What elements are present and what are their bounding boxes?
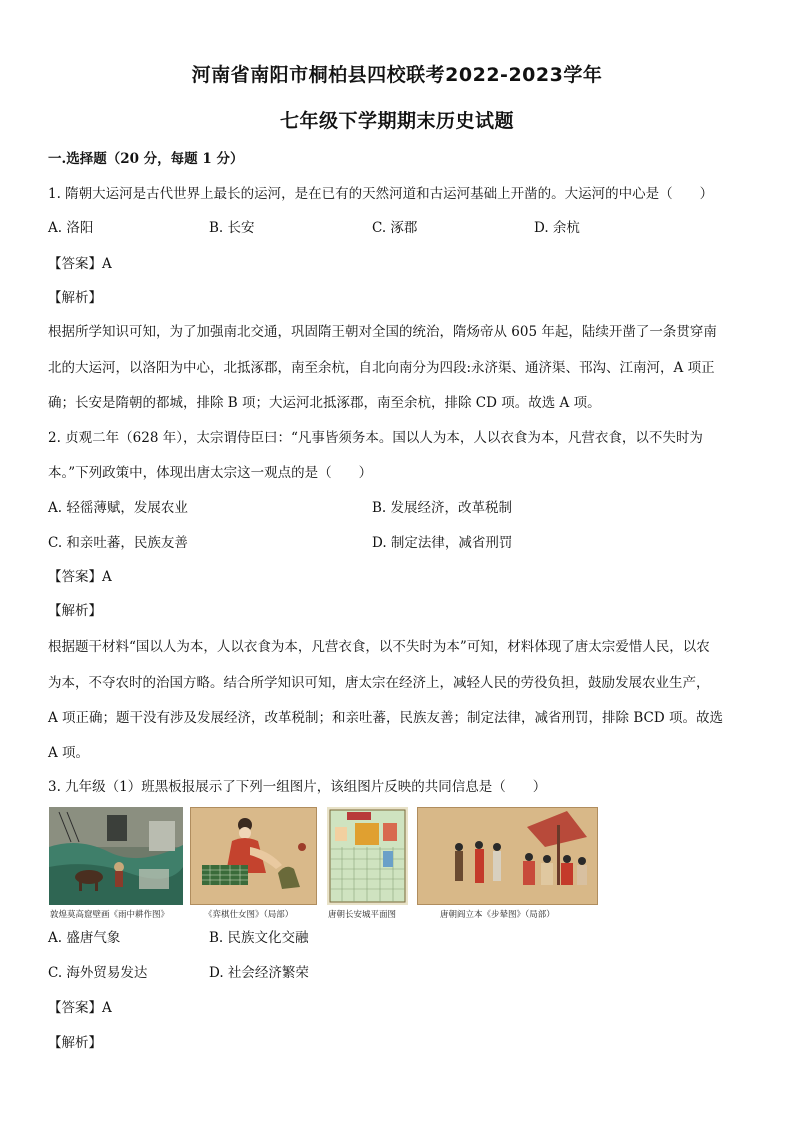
q2-option-d: D. 制定法律，减省刑罚 (372, 535, 513, 551)
changan-city-plan-image (327, 807, 408, 905)
q2-stem-line: 2. 贞观二年（628 年），太宗谓侍臣曰：“凡事皆须务本。国以人为本，人以衣食为本，凡营衣食，以不失时为 (48, 430, 703, 446)
q1-option-c: C. 涿郡 (372, 220, 418, 236)
q1-analysis-label: 【解析】 (48, 290, 102, 306)
q1-analysis-line: 北的大运河，以洛阳为中心，北抵涿郡，南至余杭，自北向南分为四段:永济渠、通济渠、邗沟、江南河，A 项正 (48, 360, 715, 376)
q1-stem: 1. 隋朝大运河是古代世界上最长的运河，是在已有的天然河道和古运河基础上开凿的。大运河的中心是（ ） (48, 186, 714, 202)
page-title-line-1: 河南省南阳市桐柏县四校联考2022-2023学年 (191, 64, 603, 86)
image-caption: 唐朝阎立本《步辇图》（局部） (440, 910, 555, 920)
q2-stem-line: 本。”下列政策中，体现出唐太宗这一观点的是（ ） (48, 465, 373, 481)
q3-option-a: A. 盛唐气象 (48, 930, 121, 946)
page-title-line-2: 七年级下学期期末历史试题 (279, 110, 514, 132)
section-heading: 一.选择题（20 分，每题 1 分） (48, 151, 244, 167)
q2-analysis-line: A 项。 (48, 745, 90, 761)
q3-analysis-label: 【解析】 (48, 1035, 102, 1051)
q2-option-b: B. 发展经济，改革税制 (372, 500, 513, 516)
q3-answer: 【答案】A (48, 1000, 112, 1016)
q3-option-c: C. 海外贸易发达 (48, 965, 148, 981)
image-caption: 唐朝长安城平面图 (328, 910, 397, 920)
mural-painting-image (49, 807, 183, 905)
q2-analysis-label: 【解析】 (48, 603, 102, 619)
q3-option-b: B. 民族文化交融 (209, 930, 309, 946)
q1-analysis-line: 确；长安是隋朝的都城，排除 B 项；大运河北抵涿郡，南至余杭，排除 CD 项。故选 A 项。 (48, 395, 601, 411)
q2-analysis-line: 根据题干材料“国以人为本，人以衣食为本，凡营衣食，以不失时为本”可知，材料体现了唐太宗爱惜人民，以农 (48, 639, 710, 655)
emperor-taizong-receiving-envoy-painting-image (417, 807, 598, 905)
q2-option-a: A. 轻徭薄赋，发展农业 (48, 500, 188, 516)
q1-analysis-line: 根据所学知识可知，为了加强南北交通，巩固隋王朝对全国的统治，隋炀帝从 605 年起，陆续开凿了一条贯穿南 (48, 324, 717, 340)
image-caption: 《弈棋仕女图》（局部） (204, 910, 294, 920)
q1-option-a: A. 洛阳 (48, 220, 94, 236)
q2-option-c: C. 和亲吐蕃，民族友善 (48, 535, 188, 551)
q2-analysis-line: 为本，不夺农时的治国方略。结合所学知识可知，唐太宗在经济上，减轻人民的劳役负担，鼓励发展农业生产， (48, 675, 710, 691)
q1-option-b: B. 长安 (209, 220, 255, 236)
lady-playing-weiqi-painting-image (190, 807, 317, 905)
q1-option-d: D. 余杭 (534, 220, 580, 236)
q3-option-d: D. 社会经济繁荣 (209, 965, 309, 981)
q2-analysis-line: A 项正确；题干没有涉及发展经济，改革税制；和亲吐蕃，民族友善；制定法律，减省刑罚，排除 BCD 项。故选 (48, 710, 723, 726)
q3-stem: 3. 九年级（1）班黑板报展示了下列一组图片，该组图片反映的共同信息是（ ） (48, 779, 547, 795)
q2-answer: 【答案】A (48, 569, 112, 585)
q1-answer: 【答案】A (48, 256, 112, 272)
image-caption: 敦煌莫高窟壁画《雨中耕作图》 (50, 910, 170, 920)
